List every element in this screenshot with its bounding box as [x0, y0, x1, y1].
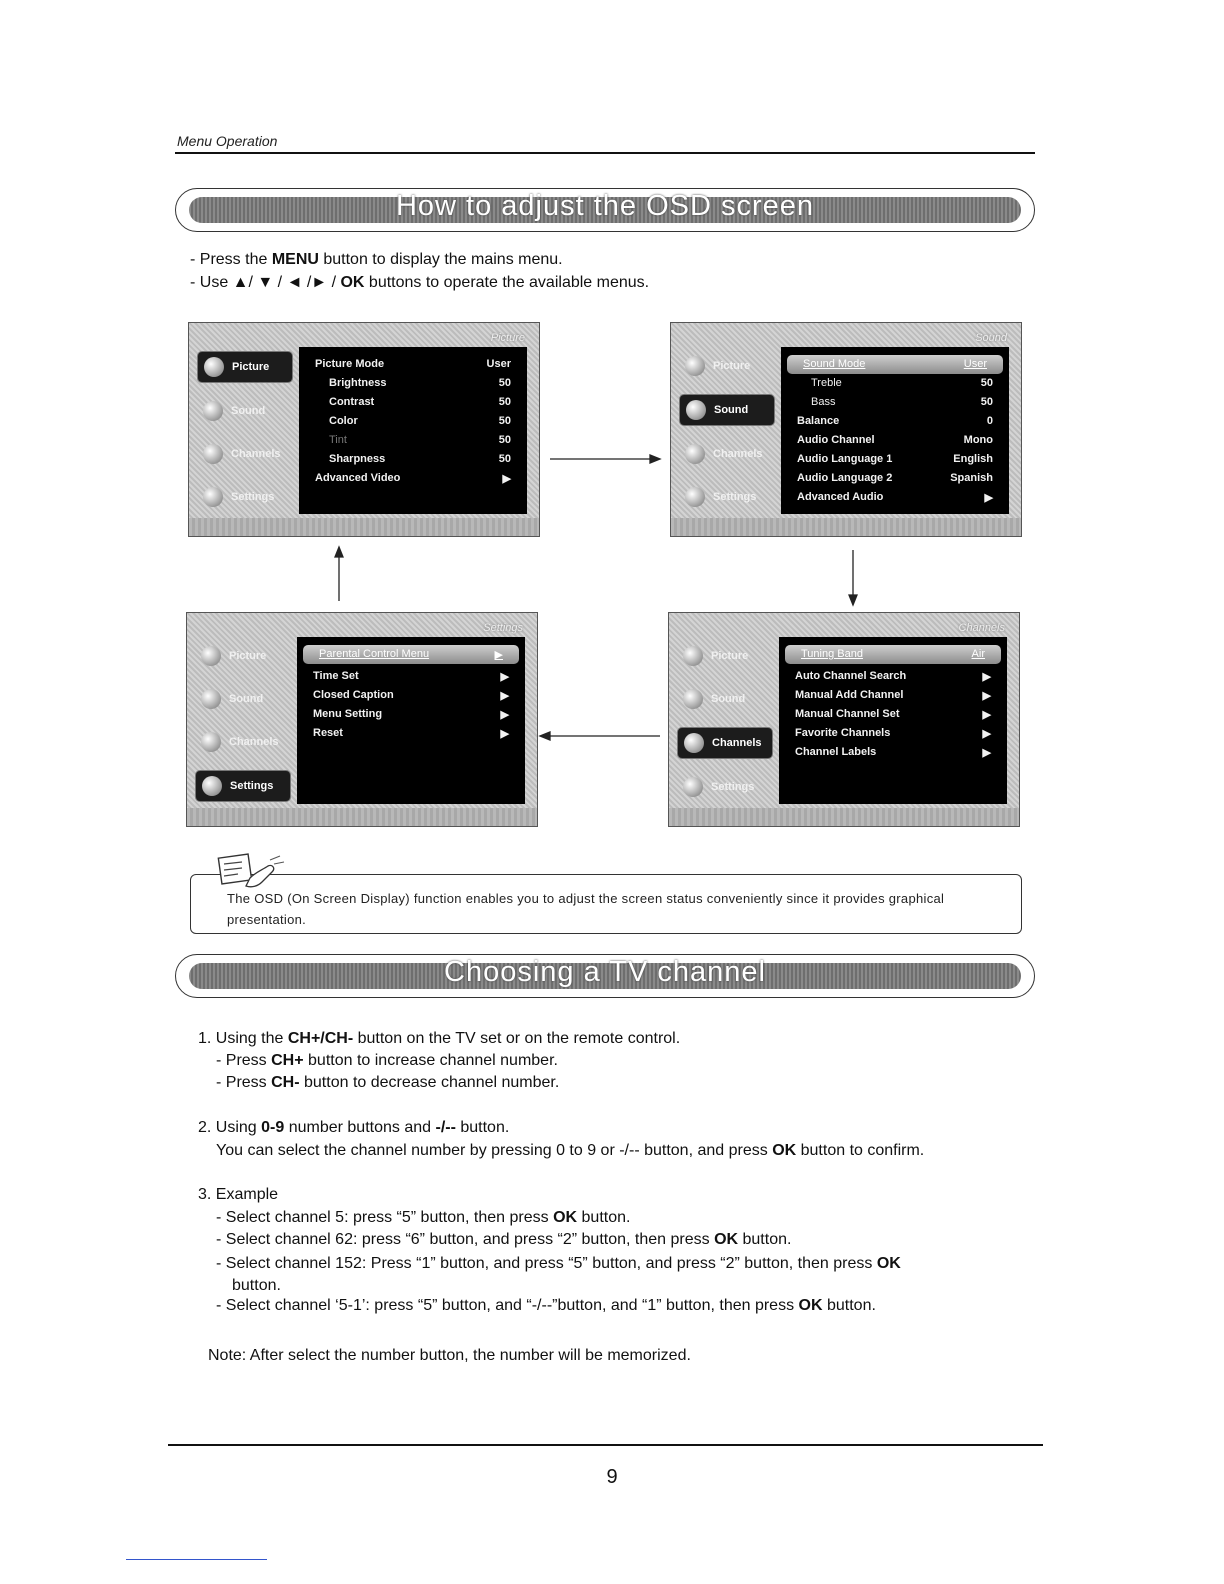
menu-row: Color 50	[329, 415, 511, 427]
step-1-sub-1: - Press CH+ button to increase channel number.	[216, 1052, 558, 1069]
menu-row: Advanced Audio ▶	[797, 491, 993, 504]
sidebar-item-sound: Sound	[195, 684, 291, 714]
menu-row: Treble 50	[811, 377, 993, 389]
step-2-detail: You can select the channel number by pressing 0 to 9 or -/-- button, and press OK button to confirm.	[216, 1142, 925, 1159]
arrow-left-head	[540, 732, 550, 740]
menu-row: Channel Labels ▶	[795, 746, 991, 759]
menu-row: Sharpness 50	[329, 453, 511, 465]
sidebar-item-settings: Settings	[195, 770, 291, 802]
menu-row: Favorite Channels ▶	[795, 727, 991, 740]
menu-row: Balance 0	[797, 415, 993, 427]
section-label: Menu Operation	[177, 133, 278, 149]
menu-row: Tint 50	[329, 434, 511, 446]
menu-row: Manual Add Channel ▶	[795, 689, 991, 702]
bottom-link-underline	[126, 1559, 267, 1560]
sidebar-item-sound: Sound	[197, 396, 293, 426]
menu-row: Audio Language 1 English	[797, 453, 993, 465]
sidebar-item-channels: Channels	[679, 439, 775, 469]
menu-row: Brightness 50	[329, 377, 511, 389]
sidebar-item-picture: Picture	[679, 351, 775, 381]
sidebar-item-picture: Picture	[195, 641, 291, 671]
arrow-down-head	[849, 595, 857, 605]
osd-section-title: How to adjust the OSD screen	[395, 190, 815, 222]
instruction-line-1: - Press the MENU button to display the mains menu.	[190, 251, 563, 268]
menu-row: Advanced Video ▶	[315, 472, 511, 485]
sidebar-item-channels: Channels	[197, 439, 293, 469]
screen-tab-title: Sound	[975, 332, 1007, 344]
step-1-sub-2: - Press CH- button to decrease channel number.	[216, 1074, 560, 1091]
menu-row: Auto Channel Search ▶	[795, 670, 991, 683]
sidebar-item-channels: Channels	[195, 727, 291, 757]
example-3: - Select channel 152: Press “1” button, and press “5” button, and press “2” button, then press OK button.	[216, 1255, 901, 1294]
example-2: - Select channel 62: press “6” button, and press “2” button, then press OK button.	[216, 1231, 792, 1248]
menu-row: Audio Language 2 Spanish	[797, 472, 993, 484]
arrow-right-head	[650, 455, 660, 463]
note-text: Note: After select the number button, the number will be memorized.	[208, 1347, 691, 1364]
menu-row: Bass 50	[811, 396, 993, 408]
channel-section-banner	[175, 954, 1035, 998]
channel-section-title: Choosing a TV channel	[444, 956, 766, 988]
sidebar-item-sound: Sound	[679, 394, 775, 426]
sidebar-item-settings: Settings	[197, 482, 293, 512]
step-3-title: 3. Example	[198, 1186, 279, 1203]
footer-rule	[168, 1444, 1043, 1446]
menu-row: Picture Mode User	[315, 358, 511, 370]
sidebar-item-sound: Sound	[677, 684, 773, 714]
menu-row: Manual Channel Set ▶	[795, 708, 991, 721]
menu-row: Audio Channel Mono	[797, 434, 993, 446]
menu-row-selected: Parental Control Menu ▶	[303, 645, 519, 664]
menu-row: Contrast 50	[329, 396, 511, 408]
menu-row: Reset ▶	[313, 727, 509, 740]
sidebar-item-picture: Picture	[677, 641, 773, 671]
menu-row: Time Set ▶	[313, 670, 509, 683]
screen-tab-title: Channels	[958, 622, 1005, 634]
sidebar-item-channels: Channels	[677, 727, 773, 759]
page-number: 9	[606, 1466, 618, 1488]
screen-tab-title: Picture	[490, 332, 525, 344]
step-1: 1. Using the CH+/CH- button on the TV set or on the remote control.	[198, 1030, 681, 1047]
instruction-line-2: - Use ▲/ ▼ / ◄ /► / OK buttons to operate the available menus.	[190, 274, 650, 291]
arrow-up-head	[335, 547, 343, 557]
tip-text: The OSD (On Screen Display) function enables you to adjust the screen status conveniently since it provides graphical presentation.	[227, 891, 945, 927]
menu-row-selected: Tuning Band Air	[785, 645, 1001, 664]
example-4: - Select channel ‘5-1’: press “5” button, and “-/--”button, and “1” button, then press OK button.	[216, 1297, 876, 1314]
menu-row: Menu Setting ▶	[313, 708, 509, 721]
menu-row: Closed Caption ▶	[313, 689, 509, 702]
sidebar-item-settings: Settings	[677, 772, 773, 802]
sidebar-item-picture: Picture	[197, 351, 293, 383]
menu-row-selected: Sound Mode User	[787, 355, 1003, 374]
step-2: 2. Using 0-9 number buttons and -/-- button.	[198, 1119, 510, 1136]
example-1: - Select channel 5: press “5” button, then press OK button.	[216, 1209, 631, 1226]
screen-tab-title: Settings	[483, 622, 523, 634]
sidebar-item-settings: Settings	[679, 482, 775, 512]
